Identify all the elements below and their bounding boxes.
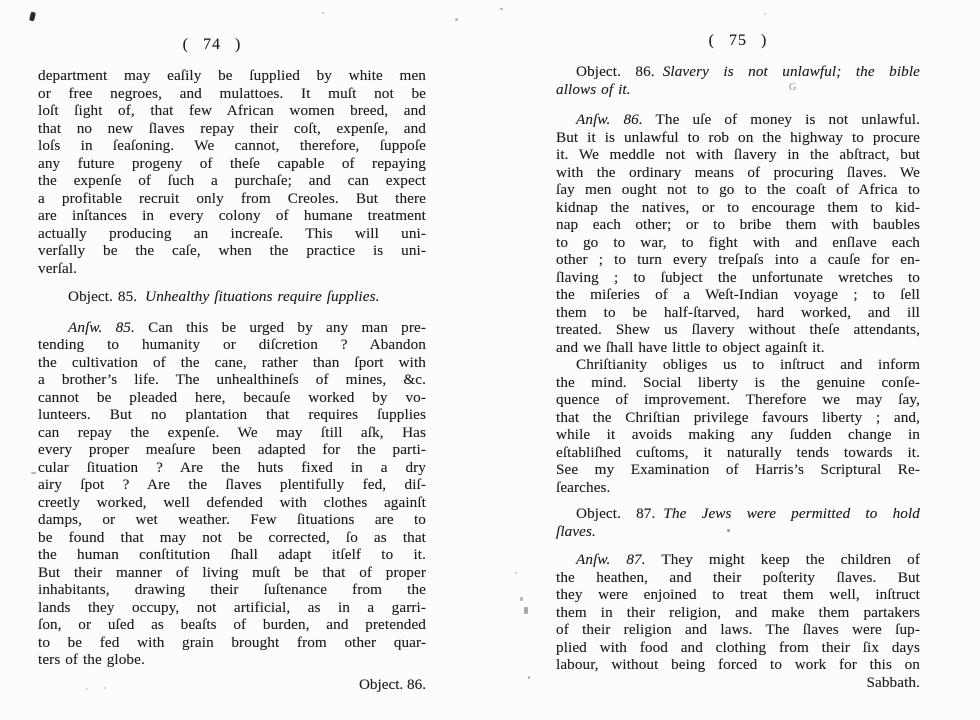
text-line: a profitable recruit only from Creoles. But there (38, 189, 426, 207)
ink-speck (727, 529, 730, 532)
text-line: plied with food and clothing from their ſix days (556, 638, 920, 656)
answer-85-ref: Anſw. 85. (68, 318, 135, 336)
text-line: the cultivation of the cane, rather than ſport with (38, 353, 426, 371)
answer-85-paragraph (38, 319, 426, 669)
text-line: the expenſe of ſuch a purchaſe; and can expect (38, 172, 426, 189)
text-line: the human conſtitution ſhall adapt itſelf to it. (38, 546, 426, 563)
answer-86-paragraph-1 (556, 111, 920, 356)
text-line: verſally be the caſe, when the practice is uni- (38, 242, 426, 259)
text-line: kidnap the natives, or to encourage them to kid- (556, 198, 920, 216)
text-line: But it is unlawful to rob on the highway to procure (556, 128, 920, 146)
ink-speck (104, 687, 106, 689)
objection-86-heading (556, 63, 920, 98)
ink-speck (455, 18, 458, 21)
text-line: ſlaving ; to ſubject the unfortunate wretches to (556, 268, 920, 286)
text-line: loſs in ſeaſoning. We cannot, therefore, ſuppoſe (38, 137, 426, 154)
text-line: eſtabliſhed cuſtoms, it naturally tends towards it. (556, 443, 920, 461)
text-line: damps, or wet weather. Few ſituations are to (38, 511, 426, 528)
text-line: But their manner of living muſt be that of proper (38, 563, 426, 581)
objection-87-number: Object. 87. (576, 505, 656, 522)
objection-86-title-line2: allows of it. (556, 80, 631, 98)
ink-speck (528, 676, 530, 679)
text-line: cannot be pleaded here, becauſe worked by vo- (38, 388, 426, 406)
text-line: the heathen, and their poſterity ſlaves. But (556, 568, 920, 586)
text-line: ſon, or uſed as beaſts of burden, and pretended (38, 616, 426, 633)
text-line: cular ſituation ? Are the huts fixed in a dry (38, 458, 426, 476)
text-line: to be fed with grain brought from other quar- (38, 633, 426, 651)
text-line: lunteers. But no plantation that requires ſupplies (38, 406, 426, 423)
text-line: or free negroes, and mulattoes. It muſt not be (38, 84, 426, 102)
text-line: while it avoids making any ſudden change in (556, 426, 920, 443)
text-line: tending to humanity or diſcretion ? Abandon (38, 336, 426, 353)
objection-86-number: Object. 86. (576, 63, 655, 80)
text-line: nap each other; or to bribe them with baubles (556, 216, 920, 233)
text-line: a brother’s life. The unhealthineſs of mines, &c. (38, 371, 426, 388)
text-line: actually producing an increaſe. This will uni- (38, 224, 426, 242)
text-line: Sabbath. (866, 673, 920, 691)
page-74 (38, 36, 426, 693)
objection-86-title-line1: Slavery is not unlawful; the bible (662, 63, 920, 80)
paragraph-continuation (38, 67, 426, 277)
text-line (556, 111, 920, 129)
ink-speck (29, 12, 36, 22)
text-line: labour, without being forced to work for this on (556, 656, 920, 673)
text-line: department may eaſily be ſupplied by white men (38, 67, 426, 84)
text-line: See my Examination of Harris’s Scriptural Re- (556, 461, 920, 478)
text-line (556, 505, 920, 523)
text-line: inhabitants, drawing their ſuſtenance from the (38, 581, 426, 598)
text-line: to go to war, to fight with and enſlave each (556, 233, 920, 251)
text-line: the miſeries of a Weſt-Indian voyage ; to ſell (556, 286, 920, 303)
text-line: be found that may not be corrected, ſo as that (38, 528, 426, 546)
ink-speck (86, 688, 88, 690)
objection-87-heading (556, 505, 920, 540)
text-line: airy ſpot ? Are the ſlaves plentifully fed, diſ- (38, 476, 426, 493)
text-line (38, 319, 426, 337)
text-line: they were enjoined to treat them well, inſtruct (556, 586, 920, 603)
text-line: with the ordinary means of procuring ſlaves. We (556, 163, 920, 181)
text-line: and we ſhall have little to object againſt it. (556, 338, 825, 356)
catchword-object-86: Object. 86. (358, 675, 426, 693)
text-line (556, 63, 920, 81)
text-line: are inſtances in every colony of humane treatment (38, 207, 426, 224)
text-line: treated. Shew us ſlavery without theſe attendants, (556, 321, 920, 338)
ink-speck (500, 8, 503, 10)
answer-86-paragraph-2 (556, 356, 920, 496)
text-line: verſal. (38, 259, 78, 277)
press-figure-mark: G (789, 82, 797, 93)
answer-86-ref: Anſw. 86. (576, 111, 643, 128)
text-line: any future progeny of theſe capable of repaying (38, 154, 426, 172)
text-line: Chriſtianity obliges us to inſtruct and inform (576, 356, 920, 373)
text-line: that the Chriſtian privilege favours liberty ; and, (556, 408, 920, 426)
objection-85-number: Object. 85. (68, 288, 138, 305)
text-line: of their religion and laws. The ſlaves were ſup- (556, 621, 920, 638)
text-line: ters of the globe. (38, 651, 145, 668)
text-line-rest: The uſe of money is not unlawful. (642, 111, 920, 128)
text-line: that no new ſlaves repay their coſt, expenſe, and (38, 119, 426, 137)
page-75 (556, 32, 920, 691)
ink-speck (322, 12, 324, 14)
ink-speck (515, 572, 517, 574)
text-line: ſearches. (556, 478, 611, 496)
text-line: every proper meaſure been adapted for the parti- (38, 441, 426, 458)
objection-87-title-line1: The Jews were permitted to hold (663, 505, 920, 522)
page-number-75: ( 75 ) (708, 32, 768, 49)
objection-87-title-line2: ſlaves. (556, 522, 596, 540)
text-line: quence of improvement. Therefore we may ſay, (556, 391, 920, 408)
page-number-74: ( 74 ) (182, 36, 242, 53)
ink-speck (524, 607, 528, 614)
text-line: other ; to turn every treſpaſs into a cauſe for en- (556, 251, 920, 268)
text-line (556, 551, 920, 569)
ink-speck (31, 472, 36, 474)
text-line: creetly worked, well defended with clothes againſt (38, 493, 426, 511)
text-line: ſay men ought not to go to the coaſt of Africa to (556, 181, 920, 198)
objection-85-title: Unhealthy ſituations require ſupplies. (145, 288, 380, 305)
text-line: loſt ſight of, that few African women breed, and (38, 102, 426, 119)
text-line: them in their religion, and make them partakers (556, 603, 920, 621)
answer-87-paragraph (556, 551, 920, 691)
ink-speck (764, 13, 766, 15)
text-line-rest: They might keep the children of (645, 551, 920, 568)
ink-speck (520, 597, 523, 601)
text-line: them to be half-ſtarved, hard worked, and ill (556, 303, 920, 321)
text-line: lands they occupy, not artificial, as in a garri- (38, 598, 426, 616)
text-line: the mind. Social liberty is the genuine conſe- (556, 373, 920, 391)
text-line: can repay the expenſe. We may ſtill aſk, Has (38, 423, 426, 441)
objection-85-heading (38, 288, 426, 306)
text-line: it. We meddle not with ſlavery in the abſtract, but (556, 146, 920, 163)
answer-87-ref: Anſw. 87. (576, 551, 646, 568)
text-line-rest: Can this be urged by any man pre- (134, 318, 426, 336)
